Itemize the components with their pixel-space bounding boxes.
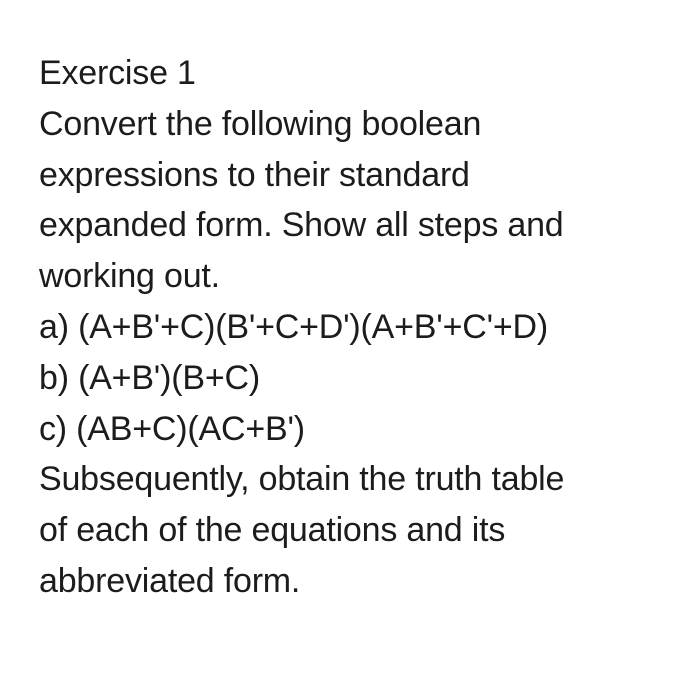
expression-item-c: c) (AB+C)(AC+B') xyxy=(39,409,305,448)
instruction-line: Convert the following boolean xyxy=(39,104,482,143)
expression-item-a: a) (A+B'+C)(B'+C+D')(A+B'+C'+D) xyxy=(39,307,549,346)
exercise-title: Exercise 1 xyxy=(39,54,196,92)
instruction-line: working out. xyxy=(39,257,220,296)
followup-line: abbreviated form. xyxy=(39,561,301,600)
exercise-document xyxy=(39,48,669,607)
followup-line: of each of the equations and its xyxy=(39,511,506,550)
followup-line: Subsequently, obtain the truth table xyxy=(39,460,565,499)
instruction-line: expanded form. Show all steps and xyxy=(39,206,564,245)
expression-item-b: b) (A+B')(B+C) xyxy=(39,358,260,397)
instruction-line: expressions to their standard xyxy=(39,155,470,194)
